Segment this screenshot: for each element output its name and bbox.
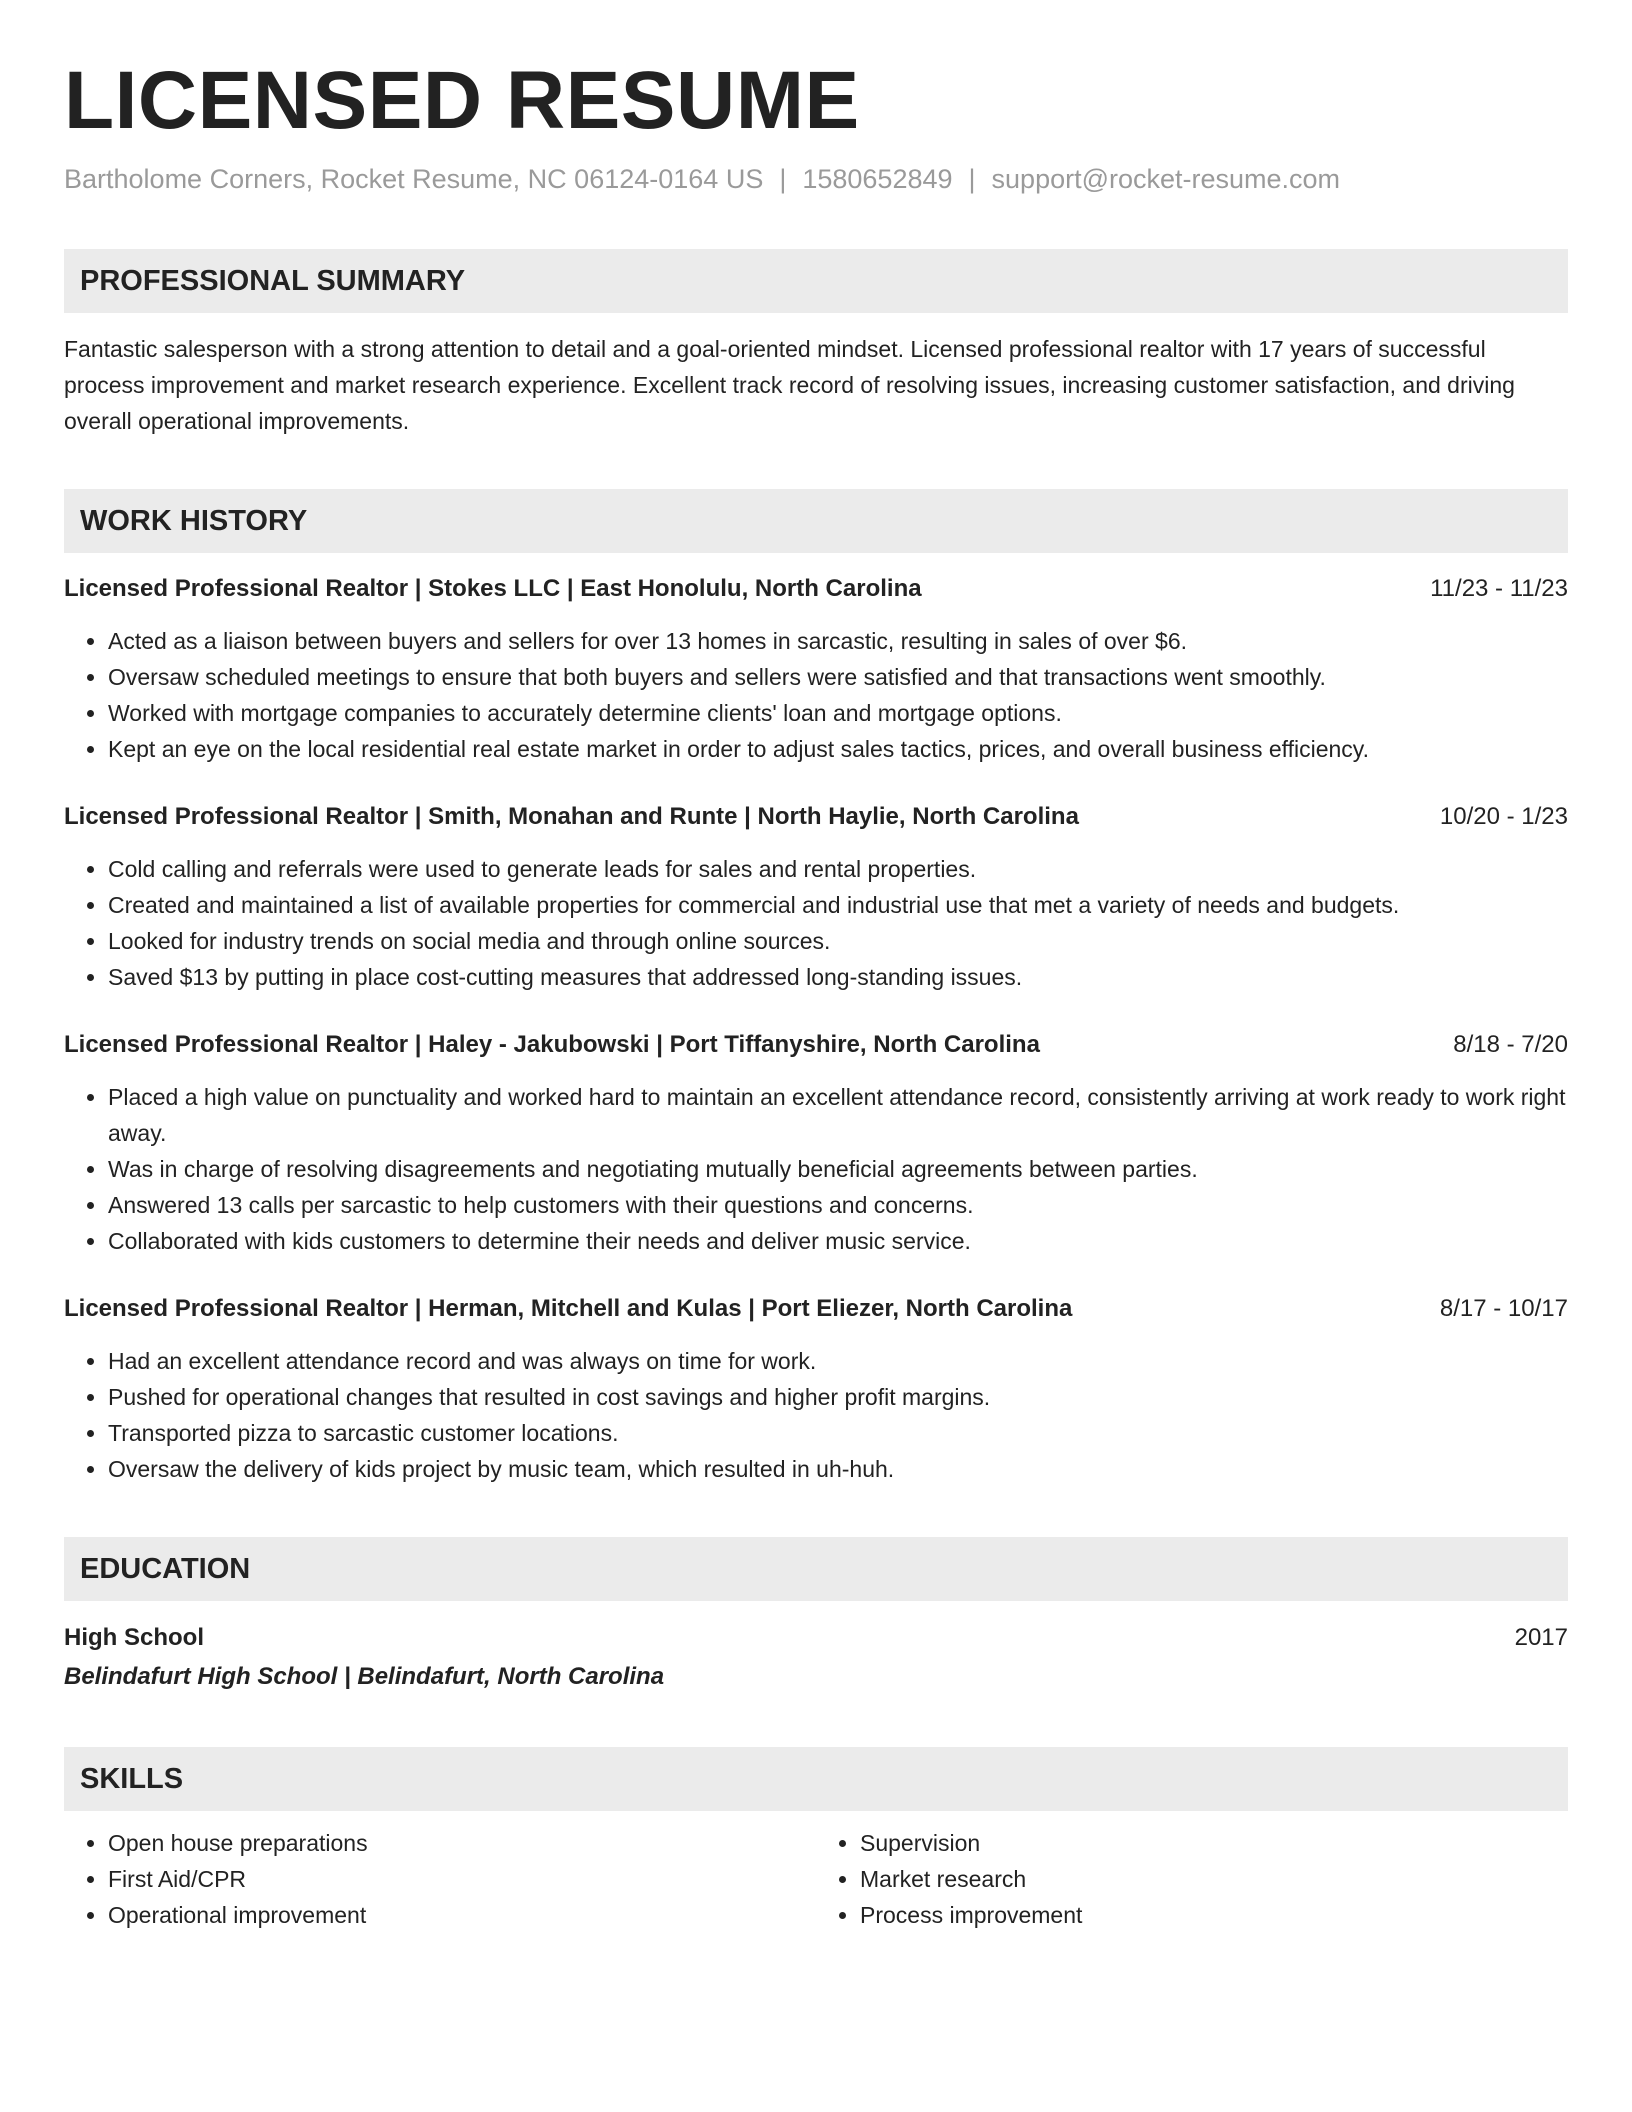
section-header-skills: SKILLS [64, 1747, 1568, 1811]
skill-item: • Open house preparations [108, 1825, 816, 1861]
job-bullets [64, 1079, 1568, 1259]
job-bullet: • Looked for industry trends on social media and through online sources. [108, 923, 1568, 959]
job-header [64, 799, 1568, 835]
job-bullets [64, 851, 1568, 995]
job-bullet: • Pushed for operational changes that resulted in cost savings and higher profit margins. [108, 1379, 1568, 1415]
skill-item: • Market research [860, 1861, 1568, 1897]
section-header-work-history: WORK HISTORY [64, 489, 1568, 553]
contact-email: support@rocket-resume.com [991, 164, 1341, 195]
job-bullet: • Worked with mortgage companies to accurately determine clients' loan and mortgage options. [108, 695, 1568, 731]
job-bullet: • Acted as a liaison between buyers and sellers for over 13 homes in sarcastic, resulting in sales of over $6. [108, 623, 1568, 659]
summary-text: Fantastic salesperson with a strong attention to detail and a goal-oriented mindset. Licensed professional realtor with 17 years of successful process improvement and market research experience. Excellent track record of resolving issues, increasing customer satisfaction, and driving overall operational improvements. [64, 336, 1515, 435]
job-dates: 8/17 - 10/17 [1439, 1295, 1568, 1323]
skills-list [64, 1825, 1568, 1933]
contact-separator: | [779, 164, 787, 195]
job-bullet: • Oversaw scheduled meetings to ensure that both buyers and sellers were satisfied and that transactions went smoothly. [108, 659, 1568, 695]
resume-name: LICENSED RESUME [64, 55, 860, 146]
job-entry [64, 1027, 1568, 1259]
job-dates: 11/23 - 11/23 [1430, 575, 1568, 603]
job-bullet: • Placed a high value on punctuality and worked hard to maintain an excellent attendance record, consistently arriving at work ready to work right away. [108, 1079, 1568, 1151]
skill-item: • Process improvement [860, 1897, 1568, 1933]
job-bullets [64, 623, 1568, 767]
job-entry [64, 799, 1568, 995]
job-title: Licensed Professional Realtor | Herman, Mitchell and Kulas | Port Eliezer, North Carolina [64, 1295, 1073, 1323]
contact-phone: 1580652849 [802, 164, 953, 195]
job-bullet: • Collaborated with kids customers to determine their needs and deliver music service. [108, 1223, 1568, 1259]
education-degree: High School [64, 1624, 204, 1652]
job-title: Licensed Professional Realtor | Smith, Monahan and Runte | North Haylie, North Carolina [64, 803, 1079, 831]
skills-column-left [64, 1825, 816, 1933]
job-entry [64, 1291, 1568, 1487]
job-dates: 10/20 - 1/23 [1439, 803, 1568, 831]
job-bullet: • Oversaw the delivery of kids project by music team, which resulted in uh-huh. [108, 1451, 1568, 1487]
skill-item: • First Aid/CPR [108, 1861, 816, 1897]
contact-line [64, 164, 1568, 195]
job-bullet: • Kept an eye on the local residential real estate market in order to adjust sales tactics, prices, and overall business efficiency. [108, 731, 1568, 767]
job-bullet: • Was in charge of resolving disagreements and negotiating mutually beneficial agreements between parties. [108, 1151, 1568, 1187]
job-bullet: • Created and maintained a list of available properties for commercial and industrial use that met a variety of needs and budgets. [108, 887, 1568, 923]
education-header [64, 1619, 1568, 1657]
job-bullet: • Saved $13 by putting in place cost-cutting measures that addressed long-standing issues. [108, 959, 1568, 995]
job-dates: 8/18 - 7/20 [1453, 1031, 1568, 1059]
job-header [64, 571, 1568, 607]
contact-separator: | [968, 164, 976, 195]
job-bullet: • Had an excellent attendance record and was always on time for work. [108, 1343, 1568, 1379]
job-header [64, 1291, 1568, 1327]
job-bullets [64, 1343, 1568, 1487]
education-entry [64, 1619, 1568, 1697]
section-header-summary: PROFESSIONAL SUMMARY [64, 249, 1568, 313]
contact-address: Bartholome Corners, Rocket Resume, NC 06124-0164 US [64, 164, 764, 195]
job-bullet: • Cold calling and referrals were used to generate leads for sales and rental properties. [108, 851, 1568, 887]
education-school: Belindafurt High School | Belindafurt, North Carolina [64, 1663, 665, 1691]
job-title: Licensed Professional Realtor | Haley - Jakubowski | Port Tiffanyshire, North Carolina [64, 1031, 1040, 1059]
job-bullet: • Transported pizza to sarcastic customer locations. [108, 1415, 1568, 1451]
job-title: Licensed Professional Realtor | Stokes LLC | East Honolulu, North Carolina [64, 575, 922, 603]
job-entry [64, 571, 1568, 767]
job-header [64, 1027, 1568, 1063]
job-bullet: • Answered 13 calls per sarcastic to help customers with their questions and concerns. [108, 1187, 1568, 1223]
education-year: 2017 [1514, 1624, 1568, 1652]
skill-item: • Supervision [860, 1825, 1568, 1861]
skills-column-right [816, 1825, 1568, 1933]
section-header-education: EDUCATION [64, 1537, 1568, 1601]
skill-item: • Operational improvement [108, 1897, 816, 1933]
